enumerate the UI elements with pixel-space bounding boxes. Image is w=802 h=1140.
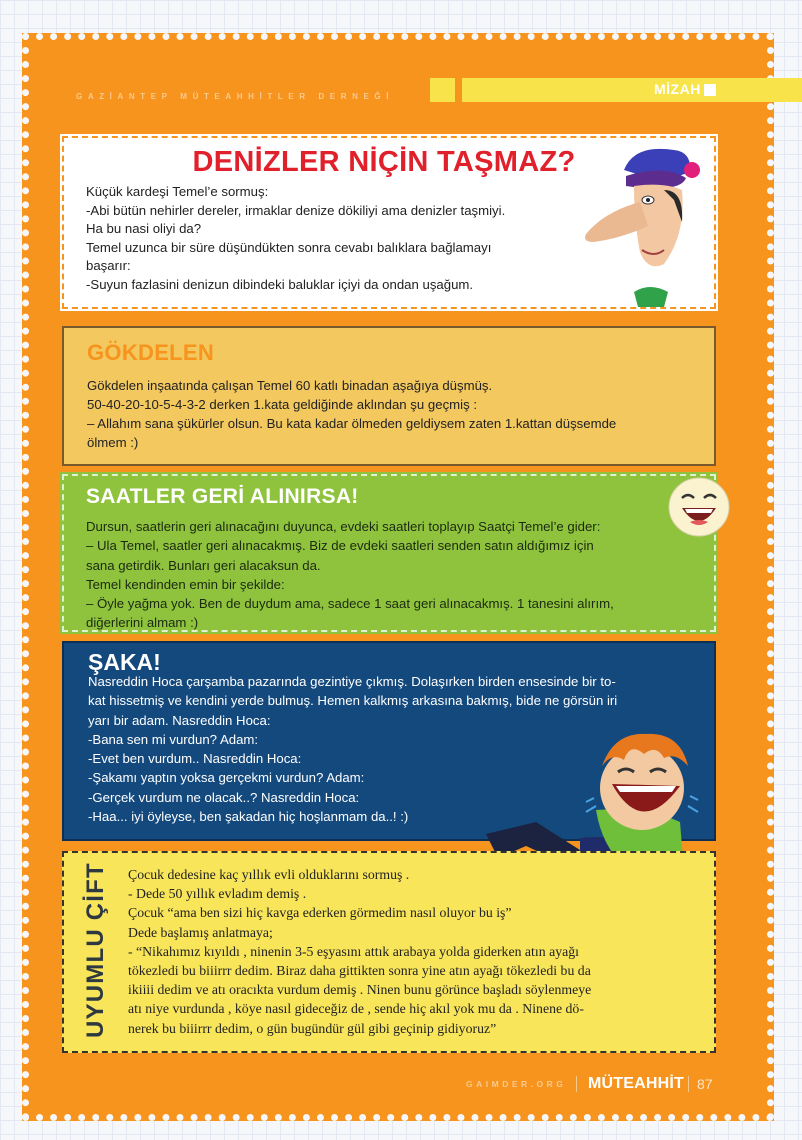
footer-brand-logo: MÜTEAHHİT <box>588 1075 685 1092</box>
story-line: 50-40-20-10-5-4-3-2 derken 1.kata geldiğinde aklından şu geçmiş : <box>87 397 477 412</box>
square-icon <box>704 84 716 96</box>
story-line: Nasreddin Hoca çarşamba pazarında gezintiye çıkmış. Dolaşırken birden ensesinde bir to- <box>88 674 616 689</box>
story-line: -Suyun fazlasini denizun dibindeki baluklar içiyi da ondan uşağum. <box>86 276 474 292</box>
story-line: başarır: <box>86 258 131 274</box>
story-line: -Bana sen mi vurdun? Adam: <box>88 731 259 747</box>
story-body <box>128 865 673 1038</box>
story-line: atı niye vurdunda , köye nasıl gideceğiz de , sende hiç akıl yok mu da . Ninene dö- <box>128 1001 584 1017</box>
story-line: Ha bu nasi oliyi da? <box>86 221 202 237</box>
story-line: -Şakamı yaptın yoksa gerçekmi vurdun? Adam: <box>88 770 365 786</box>
story-line: ölmem :) <box>87 435 139 450</box>
story-line: sana getirdik. Bunları geri alacaksun da. <box>86 557 321 573</box>
header-accent-square <box>430 78 455 102</box>
temel-illustration <box>564 142 714 307</box>
story-line: Çocuk “ama ben sizi hiç kavga ederken görmedim nasıl oluyor bu iş” <box>128 905 512 921</box>
story-line: Küçük kardeşi Temel’e sormuş: <box>86 184 269 199</box>
laughing-face-icon <box>666 476 732 538</box>
footer-site: GAIMDER.ORG <box>466 1079 567 1089</box>
story-gokdelen <box>62 326 716 466</box>
story-line: diğerlerini almam :) <box>86 615 199 631</box>
story-line: -Haa... iyi öyleyse, ben şakadan hiç hoşlanmam da..! :) <box>88 809 409 825</box>
story-line: Temel kendinden emin bir şekilde: <box>86 576 285 592</box>
story-line: Çocuk dedesine kaç yıllık evli olduklarını sormuş . <box>128 867 410 882</box>
story-line: tökezledi bu biiirrr dedim. Biraz daha gittikten sonra yine atın ayağı tökezledi bu da <box>128 963 591 979</box>
header-bar <box>462 78 802 102</box>
story-title: SAATLER GERİ ALINIRSA! <box>86 485 359 508</box>
section-label: MİZAH <box>654 81 701 97</box>
story-uyumlu-cift <box>62 851 716 1053</box>
story-saatler <box>62 474 716 632</box>
story-line: Gökdelen inşaatında çalışan Temel 60 katlı binadan aşağıya düşmüş. <box>87 378 493 393</box>
story-title: ŞAKA! <box>88 649 161 675</box>
story-line: – Ula Temel, saatler geri alınacakmış. Biz de evdeki saatleri senden satın aldığımız için <box>86 538 594 554</box>
story-line: kat hissetmiş ve kendini yerde bulmuş. Hemen kalkmış arkasına bakmış, bide ne görsün iri <box>88 693 618 709</box>
page-number: 87 <box>697 1076 713 1092</box>
story-body <box>86 183 606 295</box>
story-line: – Allahım sana şükürler olsun. Bu kata kadar ölmeden geldiysem zaten 1.kattan düşsemde <box>87 416 617 431</box>
story-line: Dursun, saatlerin geri alınacağını duyunca, evdeki saatleri toplayıp Saatçi Temel’e gider: <box>86 519 601 534</box>
footer-divider <box>688 1076 689 1092</box>
story-line: - Dede 50 yıllık evladım demiş . <box>128 886 307 902</box>
story-line: - “Nikahımız kıyıldı , ninenin 3-5 eşyasını attık arabaya yolda giderken atın ayağı <box>128 943 579 959</box>
story-title: GÖKDELEN <box>87 340 215 365</box>
story-line: ikiiii dedim ve atı oracıkta vurdum demiş . Ninen bunu görünce başladı söylenmeye <box>128 982 592 998</box>
story-line: yarı bir adam. Nasreddin Hoca: <box>88 712 271 728</box>
story-body <box>86 517 706 633</box>
org-name: GAZİANTEP MÜTEAHHİTLER DERNEĞİ <box>76 92 395 101</box>
story-title: DENİZLER NİÇİN TAŞMAZ? <box>192 146 576 178</box>
story-line: nerek bu biiirrr dedim, o gün bugündür gül gibi geçinip gidiyoruz” <box>128 1020 497 1036</box>
story-line: – Öyle yağma yok. Ben de duydum ama, sadece 1 saat geri alınacakmış. 1 tanesini alırım, <box>86 596 614 612</box>
footer-divider <box>576 1076 577 1092</box>
story-line: -Gerçek vurdum ne olacak..? Nasreddin Hoca: <box>88 789 360 805</box>
story-title: UYUMLU ÇİFT <box>82 862 109 1038</box>
story-line: Temel uzunca bir süre düşündükten sonra cevabı balıklara bağlamayı <box>86 239 492 255</box>
story-line: Dede başlamış anlatmaya; <box>128 924 273 940</box>
story-line: -Evet ben vurdum.. Nasreddin Hoca: <box>88 751 302 767</box>
story-denizler <box>62 136 716 309</box>
story-line: -Abi bütün nehirler dereler, irmaklar denize dökiliyi ama denizler taşmiyi. <box>86 202 506 218</box>
story-body <box>87 376 707 452</box>
